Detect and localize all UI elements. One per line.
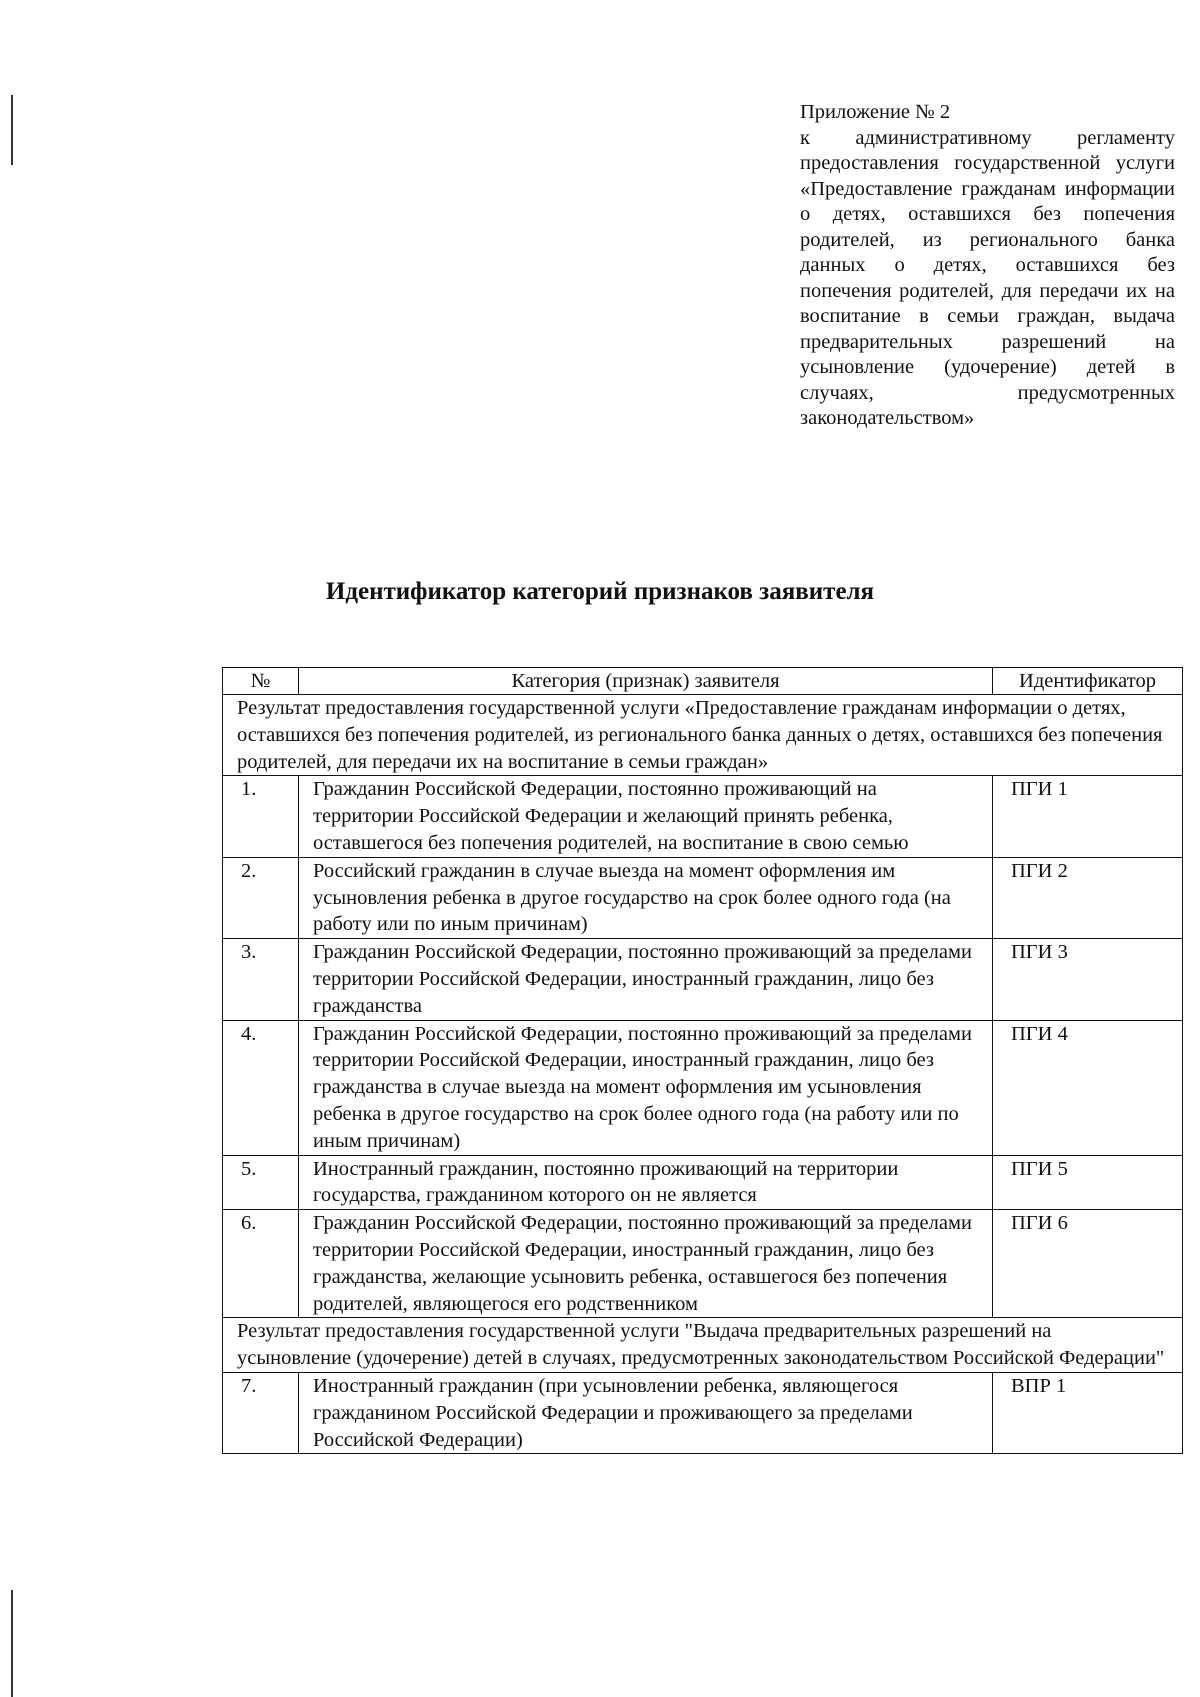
table-row (223, 939, 1183, 1020)
row-identifier: ПГИ 5 (993, 1155, 1183, 1210)
row-category: Иностранный гражданин, постоянно проживающий на территории государства, гражданином которого он не является (299, 1155, 993, 1210)
header-num: № (223, 668, 299, 695)
table-row (223, 1372, 1183, 1453)
row-number: 1. (223, 776, 299, 857)
header-identifier: Идентификатор (993, 668, 1183, 695)
row-category: Гражданин Российской Федерации, постоянно проживающий за пределами территории Российской Федерации, иностранный гражданин, лицо без гражданства в случае выезда на момент оформления им усыновления ребенка в другое государство на срок более одного года (на работу или по иным причинам) (299, 1020, 993, 1155)
row-category: Гражданин Российской Федерации, постоянно проживающий за пределами территории Российской Федерации, иностранный гражданин, лицо без гражданства, желающие усыновить ребенка, оставшегося без попечения родителей, являющегося его родственником (299, 1210, 993, 1318)
document-title: Идентификатор категорий признаков заявителя (325, 578, 875, 605)
row-identifier: ПГИ 2 (993, 857, 1183, 938)
row-category: Российский гражданин в случае выезда на момент оформления им усыновления ребенка в другое государство на срок более одного года (на работу или по иным причинам) (299, 857, 993, 938)
row-number: 6. (223, 1210, 299, 1318)
row-number: 7. (223, 1372, 299, 1453)
row-category: Иностранный гражданин (при усыновлении ребенка, являющегося гражданином Российской Федерации и проживающего за пределами Российской Федерации) (299, 1372, 993, 1453)
scan-artifact-line (11, 1590, 13, 1697)
section-title: Результат предоставления государственной услуги «Предоставление гражданам информации о детях, оставшихся без попечения родителей, из регионального банка данных о детях, оставшихся без попечения родителей, для передачи их на воспитание в семьи граждан» (223, 695, 1183, 776)
table-row (223, 1155, 1183, 1210)
table-header-row (223, 668, 1183, 695)
table-row (223, 1020, 1183, 1155)
row-identifier: ПГИ 1 (993, 776, 1183, 857)
section-row (223, 1318, 1183, 1373)
row-number: 3. (223, 939, 299, 1020)
table-row (223, 776, 1183, 857)
row-number: 4. (223, 1020, 299, 1155)
table-row (223, 857, 1183, 938)
annex-block (800, 100, 1175, 432)
table-body (223, 695, 1183, 1454)
row-identifier: ПГИ 4 (993, 1020, 1183, 1155)
row-identifier: ПГИ 6 (993, 1210, 1183, 1318)
section-row (223, 695, 1183, 776)
table-row (223, 1210, 1183, 1318)
row-category: Гражданин Российской Федерации, постоянно проживающий за пределами территории Российской Федерации, иностранный гражданин, лицо без гражданства (299, 939, 993, 1020)
header-category: Категория (признак) заявителя (299, 668, 993, 695)
scan-artifact-line (11, 95, 13, 165)
annex-number: Приложение № 2 (800, 101, 951, 123)
row-identifier: ВПР 1 (993, 1372, 1183, 1453)
row-number: 5. (223, 1155, 299, 1210)
row-identifier: ПГИ 3 (993, 939, 1183, 1020)
row-category: Гражданин Российской Федерации, постоянно проживающий на территории Российской Федерации и желающий принять ребенка, оставшегося без попечения родителей, на воспитание в свою семью (299, 776, 993, 857)
annex-text: к административному регламенту предоставления государственной услуги «Предоставление гражданам информации о детях, оставшихся без попечения родителей, из регионального банка данных о детях, оставшихся без попечения родителей, для передачи их на воспитание в семьи граждан, выдача предварительных разрешений на усыновление (удочерение) детей в случаях, предусмотренных законодательством» (800, 126, 1175, 429)
identifier-table (222, 667, 1183, 1454)
section-title: Результат предоставления государственной услуги "Выдача предварительных разрешений на усыновление (удочерение) детей в случаях, предусмотренных законодательством Российской Федерации" (223, 1318, 1183, 1373)
row-number: 2. (223, 857, 299, 938)
